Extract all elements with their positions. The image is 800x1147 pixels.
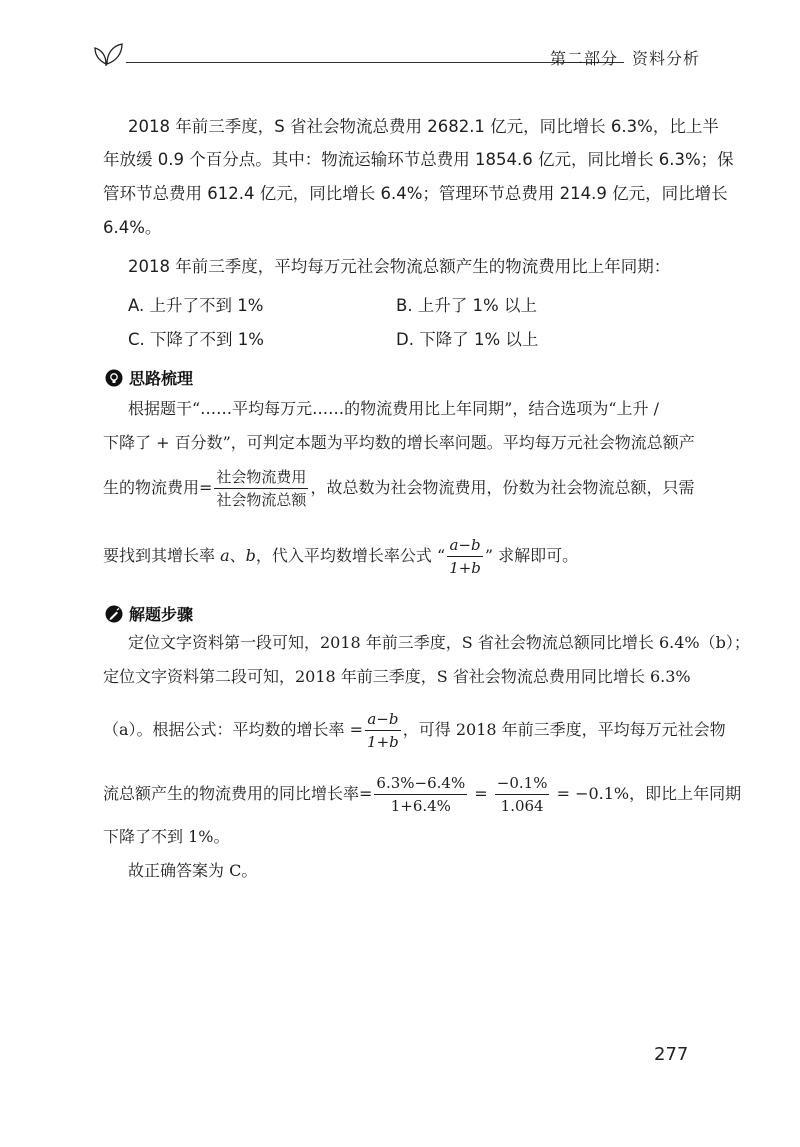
calc-fraction-1-numerator: 6.3%−6.4% (374, 772, 467, 795)
equals-sign: = (469, 784, 493, 803)
calc-fraction-1-denominator: 1+6.4% (390, 797, 451, 815)
fraction-denominator: 社会物流总额 (216, 491, 307, 509)
option-c: C. 下降了不到 1% (128, 330, 264, 349)
option-a: A. 上升了不到 1% (128, 296, 264, 315)
solution-line-4-suffix: = −0.1%，即比上年同期 (551, 784, 742, 803)
header-title (536, 46, 700, 69)
material-line-2: 年放缓 0.9 个百分点。其中：物流运输环节总费用 1854.6 亿元，同比增长 6.3%；保 (103, 150, 734, 169)
formula-denominator: 1+b (449, 559, 481, 577)
solution-line-4 (103, 772, 741, 817)
analysis-line-3 (103, 466, 694, 511)
avg-cost-fraction (214, 466, 308, 511)
solution-line-3-suffix: ，可得 2018 年前三季度，平均每万元社会物 (402, 720, 726, 739)
growth-formula-fraction (447, 534, 483, 579)
header-part: 第二部分 (549, 49, 618, 68)
solution-heading-label: 解题步骤 (129, 605, 194, 624)
formula-numerator: a−b (365, 708, 401, 731)
analysis-heading-label: 思路梳理 (129, 369, 194, 388)
calc-fraction-2-denominator: 1.064 (500, 797, 544, 815)
formula-denominator: 1+b (367, 733, 399, 751)
option-b: B. 上升了 1% 以上 (396, 296, 537, 315)
solution-line-4-prefix: 流总额产生的物流费用的同比增长率= (103, 784, 373, 803)
page-header (92, 36, 700, 76)
analysis-line-2: 下降了 + 百分数”，可判定本题为平均数的增长率问题。平均每万元社会物流总额产 (103, 433, 695, 452)
solution-line-1: 定位文字资料第一段可知，2018 年前三季度，S 省社会物流总额同比增长 6.4%（b）； (128, 633, 750, 652)
solution-line-3 (103, 708, 726, 753)
pen-icon (105, 605, 123, 623)
material-line-4: 6.4%。 (103, 218, 162, 237)
page-number: 277 (654, 1044, 689, 1065)
solution-line-2: 定位文字资料第二段可知，2018 年前三季度，S 省社会物流总费用同比增长 6.3% (103, 667, 691, 686)
question-text: 2018 年前三季度，平均每万元社会物流总额产生的物流费用比上年同期： (128, 257, 671, 276)
analysis-line-4 (103, 534, 578, 579)
analysis-line-3-suffix: ，故总数为社会物流费用，份数为社会物流总额，只需 (310, 478, 695, 497)
solution-line-3-prefix: （a）。根据公式：平均数的增长率 = (103, 720, 364, 739)
material-line-1: 2018 年前三季度，S 省社会物流总费用 2682.1 亿元，同比增长 6.3%，比上半 (128, 117, 719, 136)
analysis-heading (105, 366, 193, 389)
formula-fraction (365, 708, 401, 753)
analysis-line-3-prefix: 生的物流费用= (103, 478, 213, 497)
solution-line-5: 下降了不到 1%。 (103, 827, 230, 846)
solution-heading (105, 602, 193, 625)
material-line-3: 管环节总费用 612.4 亿元，同比增长 6.4%；管理环节总费用 214.9 亿元，同比增长 (103, 184, 728, 203)
option-d: D. 下降了 1% 以上 (396, 330, 539, 349)
fraction-numerator: 社会物流费用 (214, 466, 308, 489)
formula-numerator: a−b (447, 534, 483, 557)
sprout-icon (92, 40, 128, 66)
calc-fraction-1 (374, 772, 467, 817)
variable-separator: 、 (229, 546, 246, 565)
calc-fraction-2 (495, 772, 550, 817)
analysis-line-4-middle: ，代入平均数增长率公式 “ (255, 546, 446, 565)
calc-fraction-2-numerator: −0.1% (495, 772, 550, 795)
analysis-line-1: 根据题干“……平均每万元……的物流费用比上年同期”，结合选项为“上升 / (128, 399, 660, 418)
header-section: 资料分析 (631, 49, 700, 68)
analysis-line-4-prefix: 要找到其增长率 (103, 546, 221, 565)
lightbulb-icon (105, 369, 123, 387)
analysis-line-4-suffix: ” 求解即可。 (484, 546, 579, 565)
answer-text: 故正确答案为 C。 (128, 861, 258, 880)
variable-b: b (245, 546, 256, 565)
variable-a: a (220, 546, 230, 565)
